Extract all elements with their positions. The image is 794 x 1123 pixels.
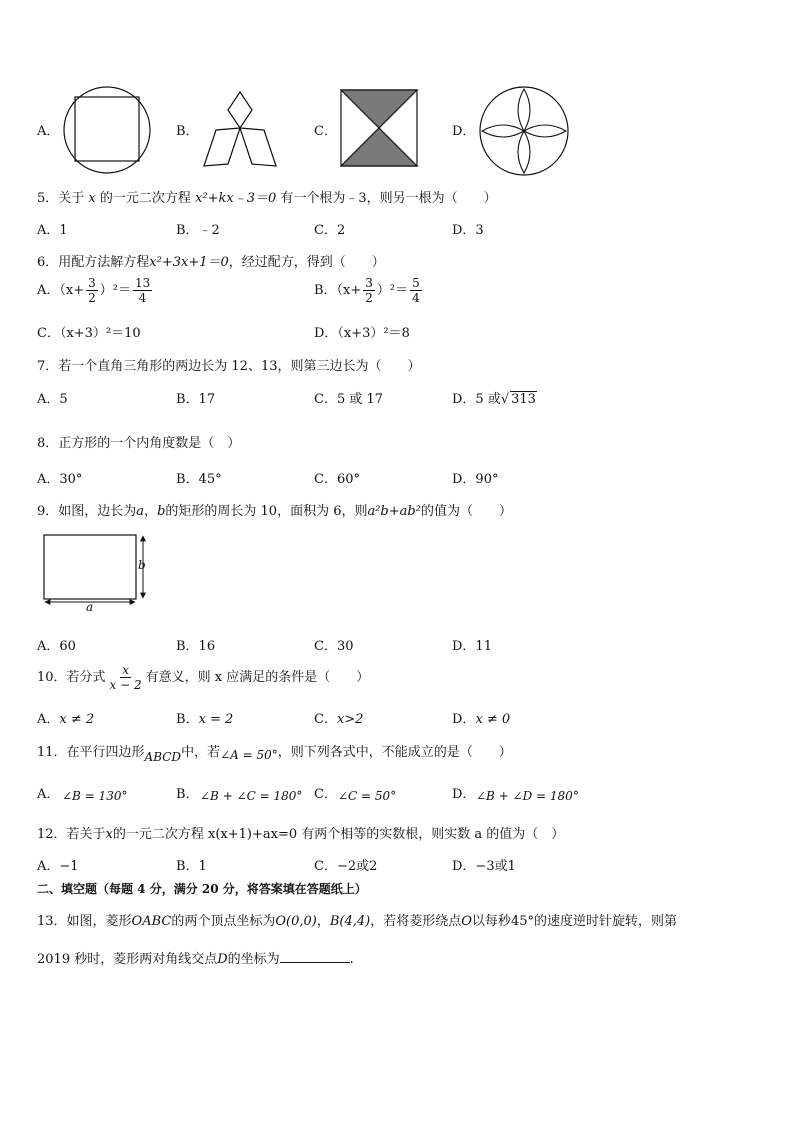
q11-option-c-math: ∠C = 50° [338,789,397,803]
label-a: a [86,600,94,614]
q9-option-a: A．60 [37,639,76,654]
q8-option-a: A．30° [37,472,83,487]
q6-option-b: B．（x+ $\frac{3}{2}$ ）²＝ $\frac{5}{4}$ [314,276,420,305]
q11-option-b-label: B． [176,787,199,802]
q5-option-b: B．﹣2 [176,223,220,238]
circle-square-figure [62,85,152,175]
fraction: $\frac{x}{x - 2}$ [109,663,142,692]
q10-option-a: A．x ≠ 2 [37,712,95,727]
q6-option-d: D．（x+3）²＝8 [314,326,410,341]
q6-option-c: C．（x+3）²＝10 [37,326,141,341]
q6-option-a: A．（x+ $\frac{3}{2}$ ）²＝ $\frac{13}{4}$ [37,276,151,305]
q7-option-d: D．5 或√ 313 [452,392,536,407]
fraction: $\frac{5}{4}$ [412,276,420,305]
four-petal-circle-figure [478,85,570,177]
answer-blank[interactable] [280,950,350,963]
bowtie-square-figure [340,88,420,168]
question-9-stem: 9．如图，边长为a，b的矩形的周长为 10，面积为 6，则a²b+ab²的值为（ ） [37,504,512,519]
q12-option-d: D．−3或1 [452,859,516,874]
question-11-stem: 11．在平行四边形ABCD中，若∠A = 50°，则下列各式中，不能成立的是（ ） [37,745,512,764]
rectangle-figure [40,530,160,620]
q11-option-a-label: A． [37,787,60,802]
q7-option-a: A．5 [37,392,68,407]
question-13-line-1: 13．如图，菱形OABC的两个顶点坐标为O(0,0)，B(4,4)，若将菱形绕点O以每秒45°的速度逆时针旋转，则第 [37,914,677,929]
question-5-stem: 5．关于 x 的一元二次方程 x²+kx﹣3＝0 有一个根为﹣3，则另一根为（ ） [37,191,497,206]
question-6-stem: 6．用配方法解方程x²+3x+1＝0，经过配方，得到（ ） [37,255,385,270]
q8-option-c: C．60° [314,472,360,487]
q8-option-b: B．45° [176,472,222,487]
label-b: b [138,558,146,572]
q11-option-d-math: ∠B + ∠D = 180° [476,789,579,803]
q9-option-d: D．11 [452,639,492,654]
question-10-stem: 10．若分式 $\frac{x}{x - 2}$ 有意义，则 x 应满足的条件是（ ） [37,663,370,692]
question-13-line-2: 2019 秒时，菱形两对角线交点D的坐标为 . [37,952,354,967]
fraction: $\frac{3}{2}$ [365,276,373,305]
q11-option-c-label: C． [314,787,337,802]
q12-option-a: A．−1 [37,859,79,874]
q11-option-d-label: D． [452,787,476,802]
question-12-stem: 12．若关于x的一元二次方程 x(x+1)+ax=0 有两个相等的实数根，则实数 a 的值为（ ） [37,827,565,842]
q9-option-b: B．16 [176,639,216,654]
q12-option-c: C．−2或2 [314,859,378,874]
q12-option-b: B．1 [176,859,207,874]
q5-option-a: A．1 [37,223,68,238]
q4-option-b-label: B． [176,124,199,139]
fraction: $\frac{13}{4}$ [134,276,151,305]
q5-option-d: D．3 [452,223,484,238]
section-2-title: 二、填空题（每题 4 分，满分 20 分，将答案填在答题纸上） [37,882,367,896]
q10-option-c: C．x>2 [314,712,364,727]
question-8-stem: 8．正方形的一个内角度数是（ ） [37,436,241,451]
three-rhombus-figure [200,88,280,168]
fraction: $\frac{3}{2}$ [88,276,96,305]
q11-option-b-math: ∠B + ∠C = 180° [200,789,303,803]
q11-option-a-math: ∠B = 130° [62,789,128,803]
q7-option-b: B．17 [176,392,216,407]
q10-option-b: B．x = 2 [176,712,234,727]
question-7-stem: 7．若一个直角三角形的两边长为 12、13，则第三边长为（ ） [37,359,421,374]
q8-option-d: D．90° [452,472,499,487]
q10-option-d: D．x ≠ 0 [452,712,511,727]
sqrt-symbol: √ [500,392,510,407]
q4-option-d-label: D． [452,124,476,139]
q9-option-c: C．30 [314,639,354,654]
q4-option-c-label: C． [314,124,337,139]
q5-option-c: C．2 [314,223,346,238]
q7-option-c: C．5 或 17 [314,392,384,407]
q4-option-a-label: A． [37,124,60,139]
